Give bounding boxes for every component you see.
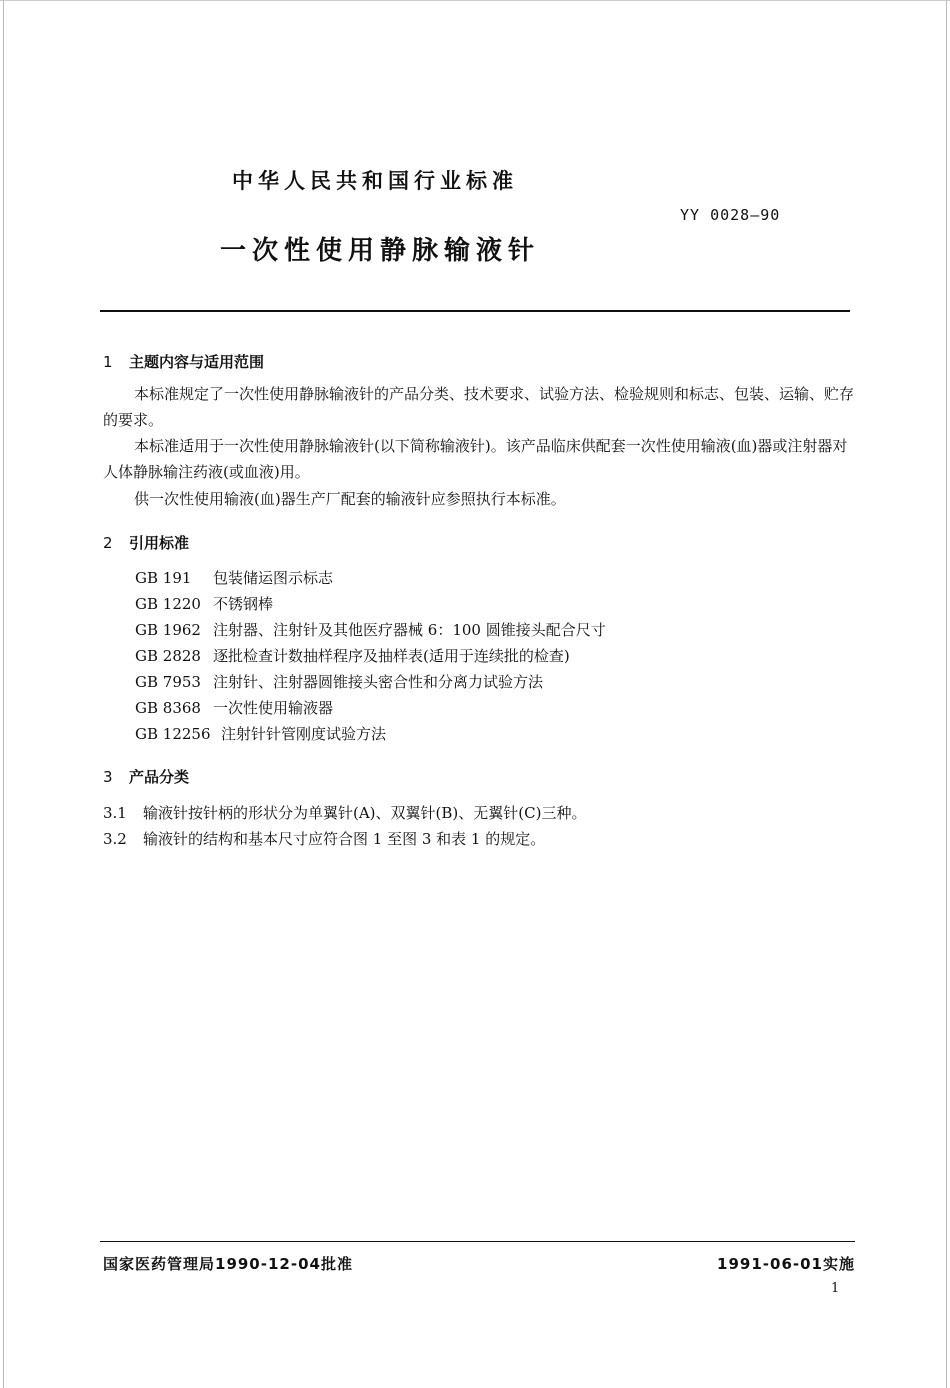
reference-code: GB 1962: [135, 621, 201, 639]
reference-item: [135, 669, 606, 695]
section-1-heading: [103, 351, 264, 372]
clause-3-1: [103, 802, 586, 823]
footer-divider: [100, 1241, 855, 1242]
reference-title: 包装储运图示标志: [213, 569, 334, 587]
page-number: 1: [831, 1281, 840, 1296]
clause-3-2: [103, 828, 545, 849]
effective-date: 1991-06-01实施: [717, 1255, 855, 1273]
reference-item: [135, 591, 606, 617]
reference-item: [135, 565, 606, 591]
section-2-heading: [103, 532, 189, 553]
page-border-top: [0, 0, 950, 1]
reference-item: [135, 617, 606, 643]
section-title: 产品分类: [129, 768, 190, 786]
reference-code: GB 8368: [135, 699, 201, 717]
reference-title: 不锈钢棒: [213, 595, 274, 613]
page-border-left: [3, 0, 4, 1388]
title-divider: [100, 310, 850, 312]
reference-title: 逐批检查计数抽样程序及抽样表(适用于连续批的检查): [213, 647, 570, 665]
issuing-organization: 中华人民共和国行业标准: [232, 169, 518, 193]
clause-number: 3.1: [103, 804, 127, 822]
approval-date: 国家医药管理局1990-12-04批准: [103, 1255, 353, 1273]
document-title: 一次性使用静脉输液针: [220, 236, 541, 266]
standard-code: YY 0028—90: [680, 206, 781, 224]
reference-title: 注射针针管刚度试验方法: [221, 725, 387, 743]
section-title: 引用标准: [129, 534, 190, 552]
clause-text: 输液针的结构和基本尺寸应符合图 1 至图 3 和表 1 的规定。: [143, 830, 546, 848]
reference-title: 一次性使用输液器: [213, 699, 334, 717]
section-3-heading: [103, 766, 189, 787]
section-number: 2: [103, 534, 113, 552]
reference-code: GB 7953: [135, 673, 201, 691]
reference-item: [135, 721, 606, 747]
paragraph: 本标准规定了一次性使用静脉输液针的产品分类、技术要求、试验方法、检验规则和标志、包装、运输、贮存的要求。: [103, 385, 855, 429]
section-title: 主题内容与适用范围: [129, 353, 265, 371]
reference-title: 注射器、注射针及其他医疗器械 6：100 圆锥接头配合尺寸: [213, 621, 606, 639]
page-border-right: [946, 0, 947, 1388]
reference-item: [135, 643, 606, 669]
reference-code: GB 191: [135, 569, 192, 587]
section-number: 1: [103, 353, 113, 371]
reference-list: [135, 565, 606, 747]
clause-number: 3.2: [103, 830, 127, 848]
paragraph: 供一次性使用输液(血)器生产厂配套的输液针应参照执行本标准。: [134, 490, 566, 508]
reference-code: GB 2828: [135, 647, 201, 665]
clause-text: 输液针按针柄的形状分为单翼针(A)、双翼针(B)、无翼针(C)三种。: [143, 804, 587, 822]
reference-code: GB 1220: [135, 595, 201, 613]
reference-item: [135, 695, 606, 721]
reference-code: GB 12256: [135, 725, 211, 743]
paragraph: 本标准适用于一次性使用静脉输液针(以下简称输液针)。该产品临床供配套一次性使用输液(血)器或注射器对人体静脉输注药液(或血液)用。: [103, 437, 848, 481]
reference-title: 注射针、注射器圆锥接头密合性和分离力试验方法: [213, 673, 544, 691]
section-number: 3: [103, 768, 113, 786]
